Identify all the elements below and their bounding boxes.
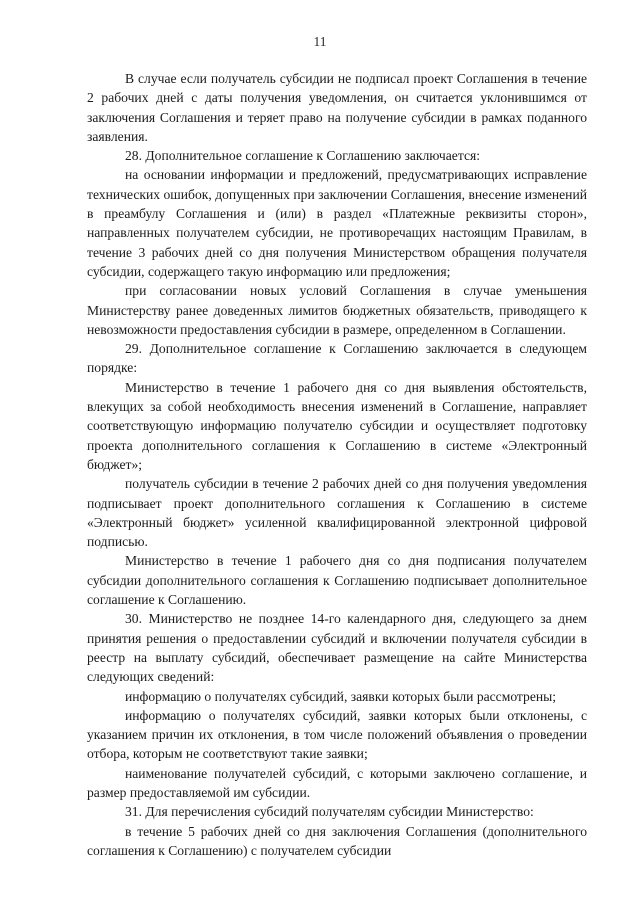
paragraph-28-heading: 28. Дополнительное соглашение к Соглашению заключается: xyxy=(125,148,481,164)
document-body xyxy=(87,69,587,860)
paragraph-29-recipient-signs: получатель субсидии в течение 2 рабочих дней со дня получения уведомления подписывает проект дополнительного соглашения к Соглашению в системе «Электронный бюджет» усиленной квалифицированной электронной цифровой подписью. xyxy=(87,476,587,550)
paragraph-29-heading: 29. Дополнительное соглашение к Соглашению заключается в следующем порядке: xyxy=(87,341,587,376)
paragraph-31-within-5-days: в течение 5 рабочих дней со дня заключения Соглашения (дополнительного соглашения к Соглашению) с получателем субсидии xyxy=(87,823,587,858)
paragraph-30-reviewed: информацию о получателях субсидий, заявки которых были рассмотрены; xyxy=(125,688,557,704)
paragraph-31-heading: 31. Для перечисления субсидий получателям субсидии Министерство: xyxy=(125,804,534,820)
paragraph-28-corrections: на основании информации и предложений, предусматривающих исправление технических ошибок, допущенных при заключении Соглашения, внесение изменений в преамбулу Соглашения и (или) в раздел «Платежные реквизиты сторон», направленных получателем субсидии, не противоречащих настоящим Правилам, в течение 3 рабочих дней со дня получения Министерством обращения получателя субсидии, содержащего такую информацию или предложения; xyxy=(87,167,587,279)
paragraph-unsigned-agreement: В случае если получатель субсидии не подписал проект Соглашения в течение 2 рабочих дней с даты получения уведомления, он считается уклонившимся от заключения Соглашения и теряет право на получение субсидии в рамках поданного заявления. xyxy=(87,71,587,144)
paragraph-29-ministry-prepares: Министерство в течение 1 рабочего дня со дня выявления обстоятельств, влекущих за собой необходимость внесения изменений в Соглашение, направляет соответствующую информацию получателю субсидии и осуществляет подготовку проекта дополнительного соглашения к Соглашению в системе «Электронный бюджет»; xyxy=(87,379,587,472)
paragraph-29-ministry-signs: Министерство в течение 1 рабочего дня со дня подписания получателем субсидии дополнительного соглашения к Соглашению подписывает дополнительное соглашение к Соглашению. xyxy=(87,553,587,608)
paragraph-30-rejected: информацию о получателях субсидий, заявки которых были отклонены, с указанием причин их отклонения, в том числе положений объявления о проведении отбора, которым не соответствуют такие заявки; xyxy=(87,707,587,762)
paragraph-30-publication: 30. Министерство не позднее 14-го календарного дня, следующего за днем принятия решения о предоставлении субсидий и включении получателя субсидии в реестр на выплату субсидий, обеспечивает размещение на сайте Министерства следующих сведений: xyxy=(87,611,587,685)
page-number: 11 xyxy=(313,34,327,49)
paragraph-28-new-conditions: при согласовании новых условий Соглашения в случае уменьшения Министерству ранее доведенных лимитов бюджетных обязательств, приводящего к невозможности предоставления субсидии в размере, определенном в Соглашении. xyxy=(87,283,587,337)
paragraph-30-concluded: наименование получателей субсидий, с которыми заключено соглашение, и размер предоставляемой им субсидии. xyxy=(87,765,587,800)
